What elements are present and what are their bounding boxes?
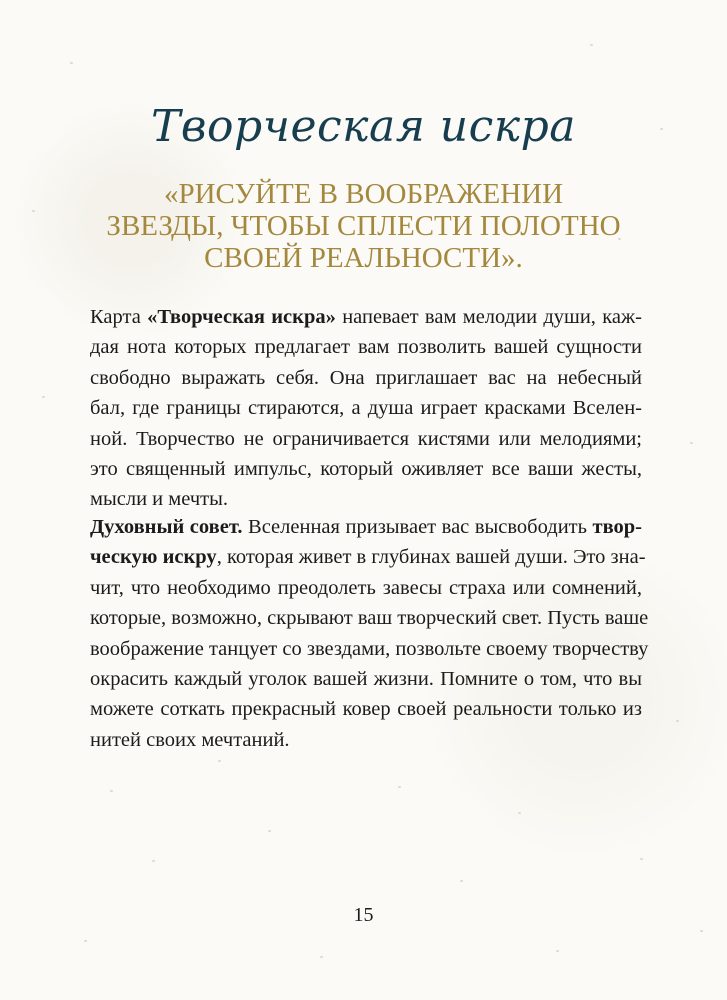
text-line: свободно выражать себя. Она приглашает вас на небесный (90, 366, 642, 389)
text-line: дая нота которых предлагает вам позволить вашей сущности (90, 336, 642, 359)
paper-speck (268, 830, 271, 832)
paper-speck (42, 396, 45, 398)
spiritual-advice-paragraph (90, 512, 649, 755)
quote-line: СВОЕЙ РЕАЛЬНОСТИ». (204, 242, 523, 274)
page-number: 15 (353, 904, 374, 926)
paper-speck (398, 786, 401, 788)
paper-speck (518, 812, 521, 814)
text-line: Карта «Творческая искра» напевает вам мелодии души, каж- (90, 306, 642, 328)
advice-heading-bold: Духовный совет. (90, 516, 243, 538)
card-description-paragraph (90, 302, 642, 515)
text-line: чит, что необходимо преодолеть завесы страха или сомнений, (90, 576, 642, 599)
text-line: воображение танцует со звездами, позвольте своему творчеству (90, 637, 649, 660)
card-name-bold: «Творческая искра» (147, 306, 336, 328)
paper-speck (700, 930, 703, 932)
quote-line: ЗВЕЗДЫ, ЧТОБЫ СПЛЕСТИ ПОЛОТНО (106, 210, 621, 242)
emphasis-bold: твор- (592, 516, 642, 538)
paper-speck (70, 62, 73, 64)
paper-speck (556, 950, 559, 952)
paper-speck (320, 956, 323, 958)
paper-speck (676, 720, 679, 722)
paper-speck (152, 860, 155, 862)
page-title: Творческая искра (151, 101, 576, 152)
text-line: ческую искру, которая живет в глубинах вашей души. Это зна- (90, 546, 646, 569)
paper-speck (590, 44, 593, 46)
text-line: окрасить каждый уголок вашей жизни. Помните о том, что вы (90, 668, 642, 691)
paper-speck (110, 790, 113, 792)
paper-speck (690, 442, 693, 444)
paper-speck (84, 940, 87, 942)
paper-speck (640, 858, 643, 860)
text-line: ной. Творчество не ограничивается кистями или мелодиями; (90, 427, 642, 450)
emphasis-bold: ческую искру (90, 546, 217, 569)
paper-speck (218, 760, 221, 762)
epigraph-quote (0, 178, 727, 274)
text-line: бал, где границы стираются, а душа играет красками Вселен- (90, 397, 642, 420)
text-line: можете соткать прекрасный ковер своей реальности только из (90, 698, 642, 721)
text-line: это священный импульс, который оживляет все ваши жесты, (90, 458, 642, 481)
paper-speck (460, 880, 463, 882)
quote-line: «РИСУЙТЕ В ВООБРАЖЕНИИ (163, 178, 564, 210)
text-line: Духовный совет. Вселенная призывает вас высвободить твор- (90, 516, 642, 538)
text-line: которые, возможно, скрывают ваш творческий свет. Пусть ваше (90, 607, 649, 630)
text-line: нитей своих мечтаний. (90, 728, 290, 751)
text-line: мысли и мечты. (90, 488, 228, 511)
